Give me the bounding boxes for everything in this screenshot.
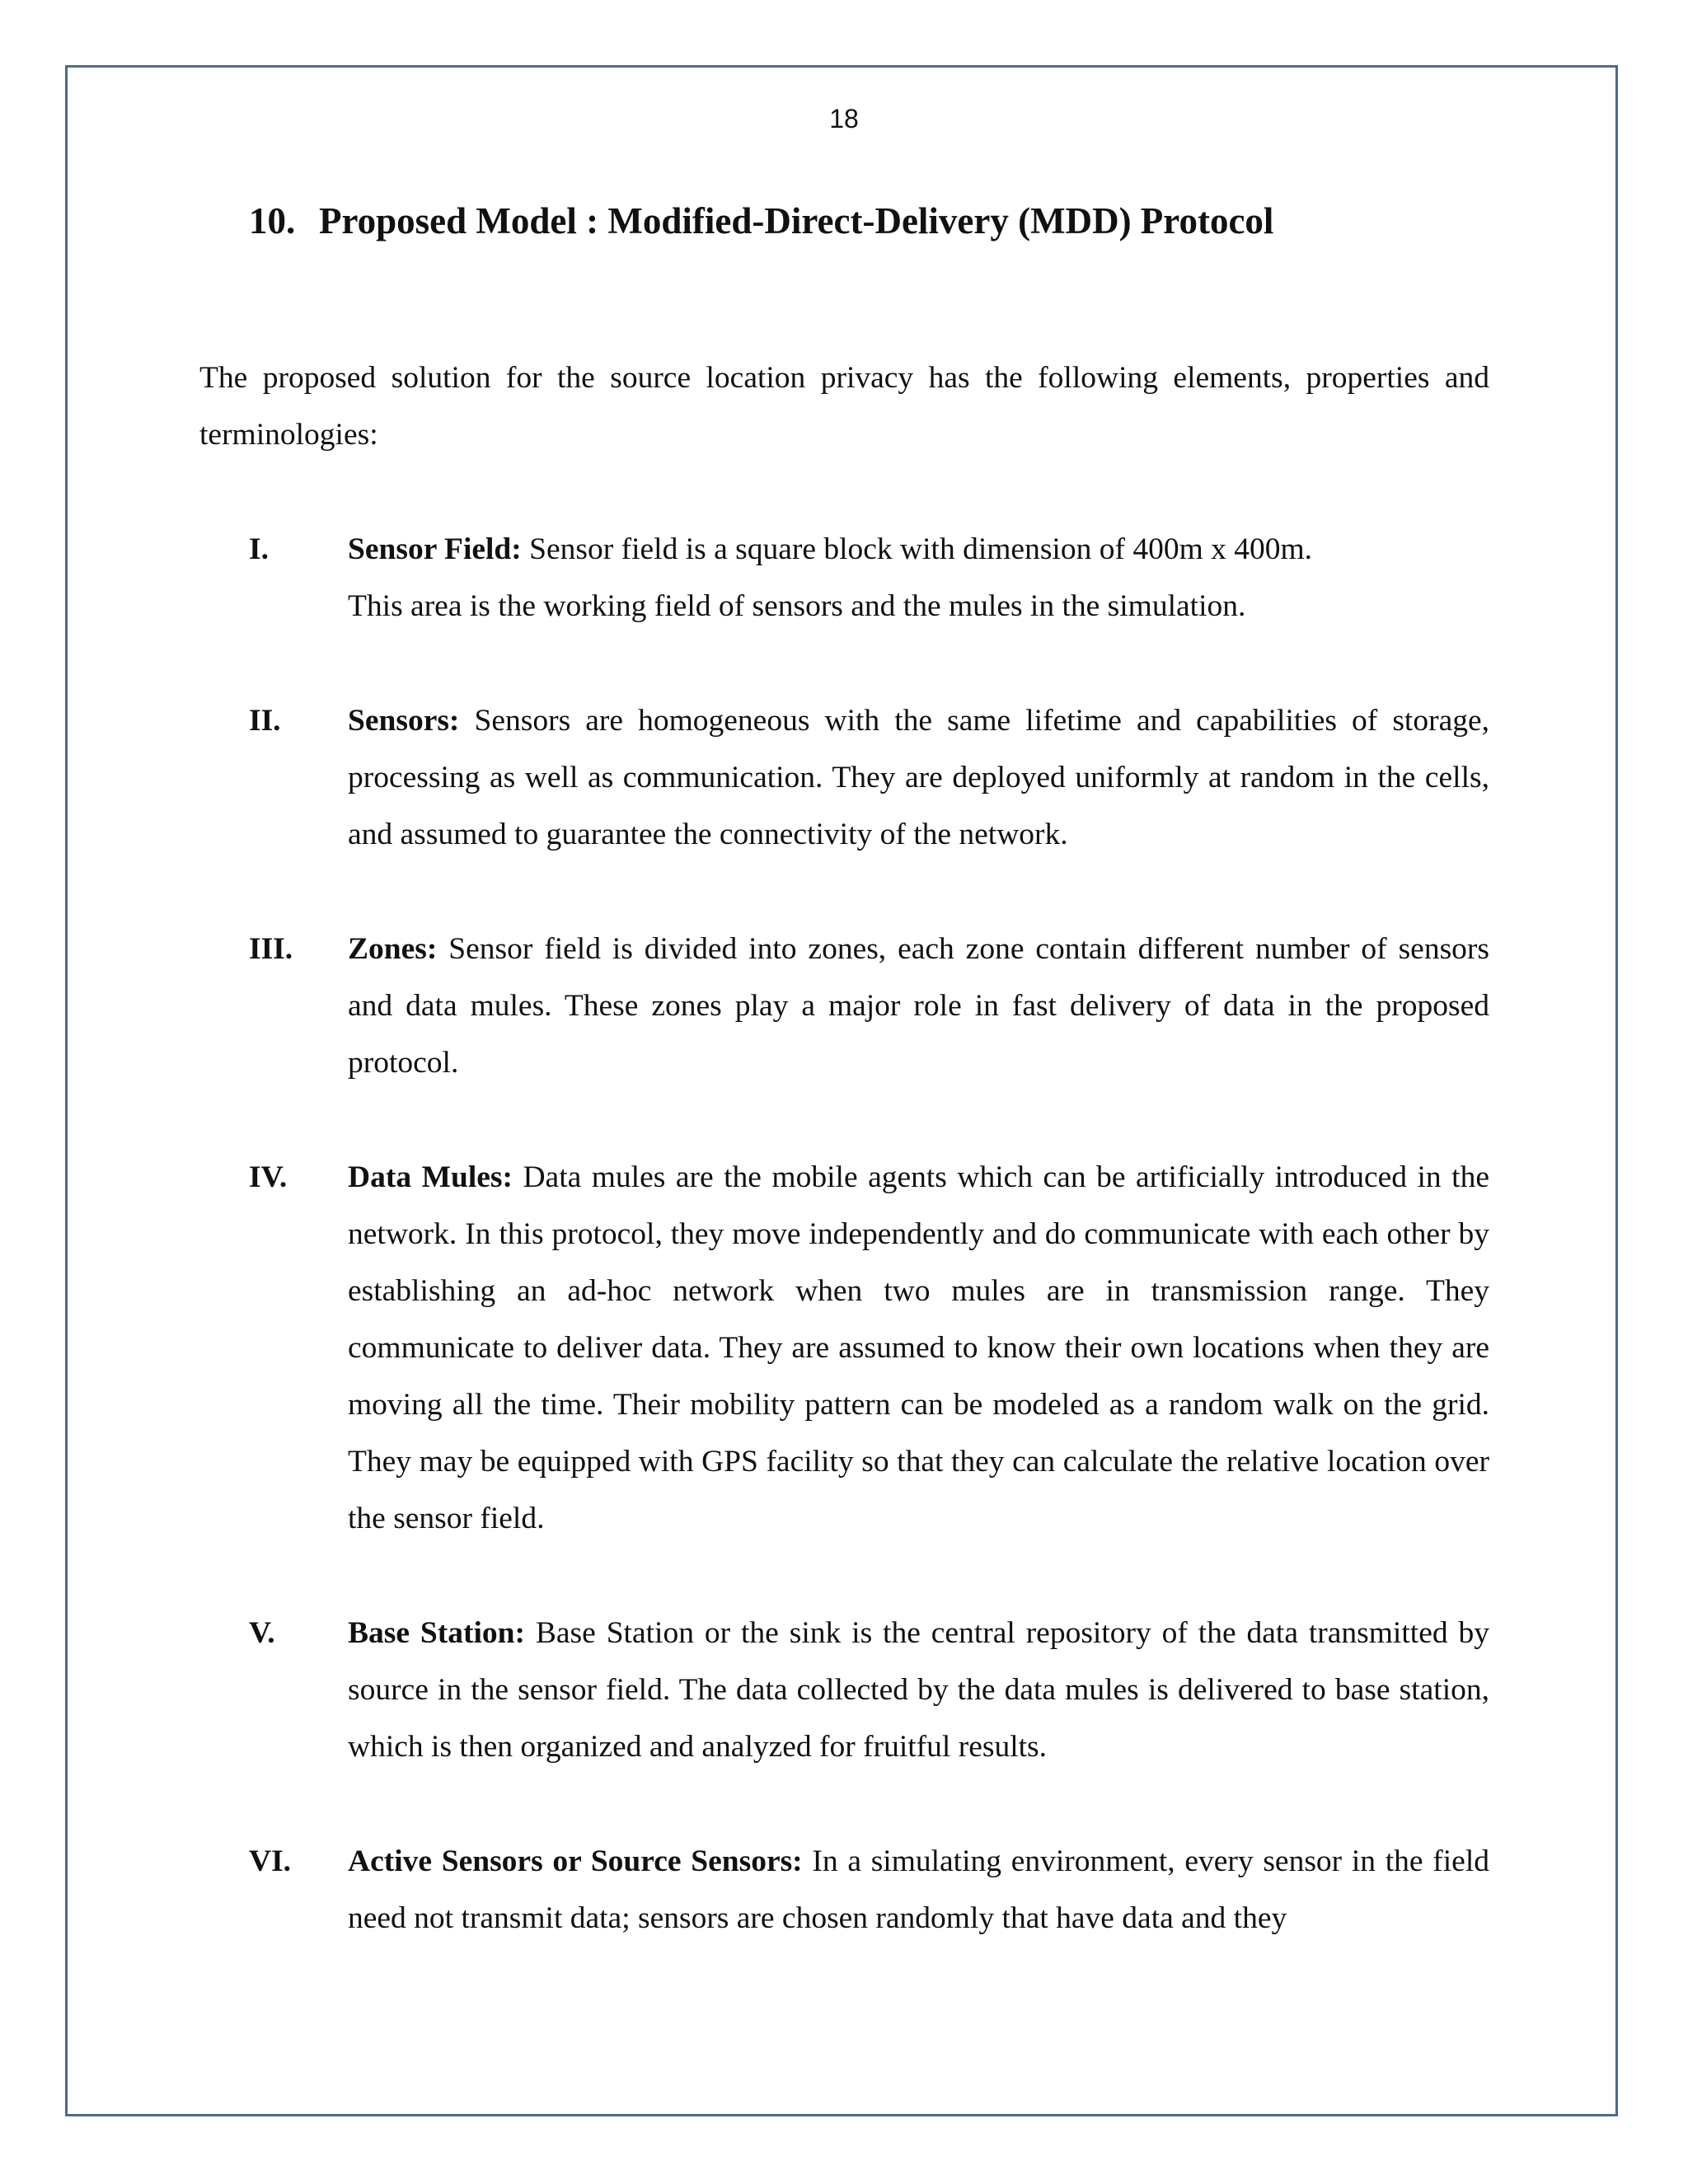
list-numeral: III. (249, 932, 293, 966)
list-term: Active Sensors or Source Sensors: (348, 1844, 803, 1878)
list-numeral: II. (249, 704, 281, 738)
list-numeral: VI. (249, 1844, 292, 1878)
section-title: Proposed Model : Modified-Direct-Delivery (MDD) Protocol (319, 200, 1274, 241)
list-item-data-mules (249, 1149, 1489, 1547)
list-numeral: IV. (249, 1160, 288, 1194)
list-term: Zones: (348, 932, 438, 966)
list-term: Base Station: (348, 1616, 525, 1650)
list-item-sensor-field (249, 521, 1489, 635)
section-heading (249, 198, 1273, 244)
list-term: Sensor Field: (348, 532, 522, 566)
list-item-active-sensors (249, 1833, 1489, 1947)
list-numeral: V. (249, 1616, 275, 1650)
definition-list (249, 521, 1489, 2004)
list-term: Data Mules: (348, 1160, 513, 1194)
list-text: Sensor field is a square block with dimension of 400m x 400m. (521, 532, 1313, 566)
section-number: 10. (249, 200, 296, 241)
list-item-zones (249, 921, 1489, 1091)
list-text: In a simulating environment, every sensor in the field need not transmit data; sensors are chosen randomly that have data and they (348, 1844, 1489, 1935)
list-text-continued: This area is the working field of sensors and the mules in the simulation. (348, 589, 1246, 623)
list-text: Data mules are the mobile agents which can be artificially introduced in the network. In this protocol, they move independently and do communicate with each other by establishing an ad-hoc network when two mules are in transmission range. They communicate to deliver data. They are assumed to know their own locations when they are moving all the time. Their mobility pattern can be modeled as a random walk on the grid. They may be equipped with GPS facility so that they can calculate the relative location over the sensor field. (348, 1160, 1489, 1535)
list-text: Base Station or the sink is the central repository of the data transmitted by source in the sensor field. The data collected by the data mules is delivered to base station, which is then organized and analyzed for fruitful results. (348, 1616, 1489, 1764)
list-text: Sensors are homogeneous with the same lifetime and capabilities of storage, processing as well as communication. They are deployed uniformly at random in the cells, and assumed to guarantee the connectivity of the network. (348, 704, 1489, 851)
intro-paragraph: The proposed solution for the source location privacy has the following elements, properties and terminologies: (199, 361, 1489, 452)
list-item-base-station (249, 1605, 1489, 1775)
page-number: 18 (829, 104, 859, 134)
list-text: Sensor field is divided into zones, each zone contain different number of sensors and data mules. These zones play a major role in fast delivery of data in the proposed protocol. (348, 932, 1489, 1080)
list-numeral: I. (249, 532, 269, 566)
list-term: Sensors: (348, 704, 460, 738)
list-item-sensors (249, 692, 1489, 863)
